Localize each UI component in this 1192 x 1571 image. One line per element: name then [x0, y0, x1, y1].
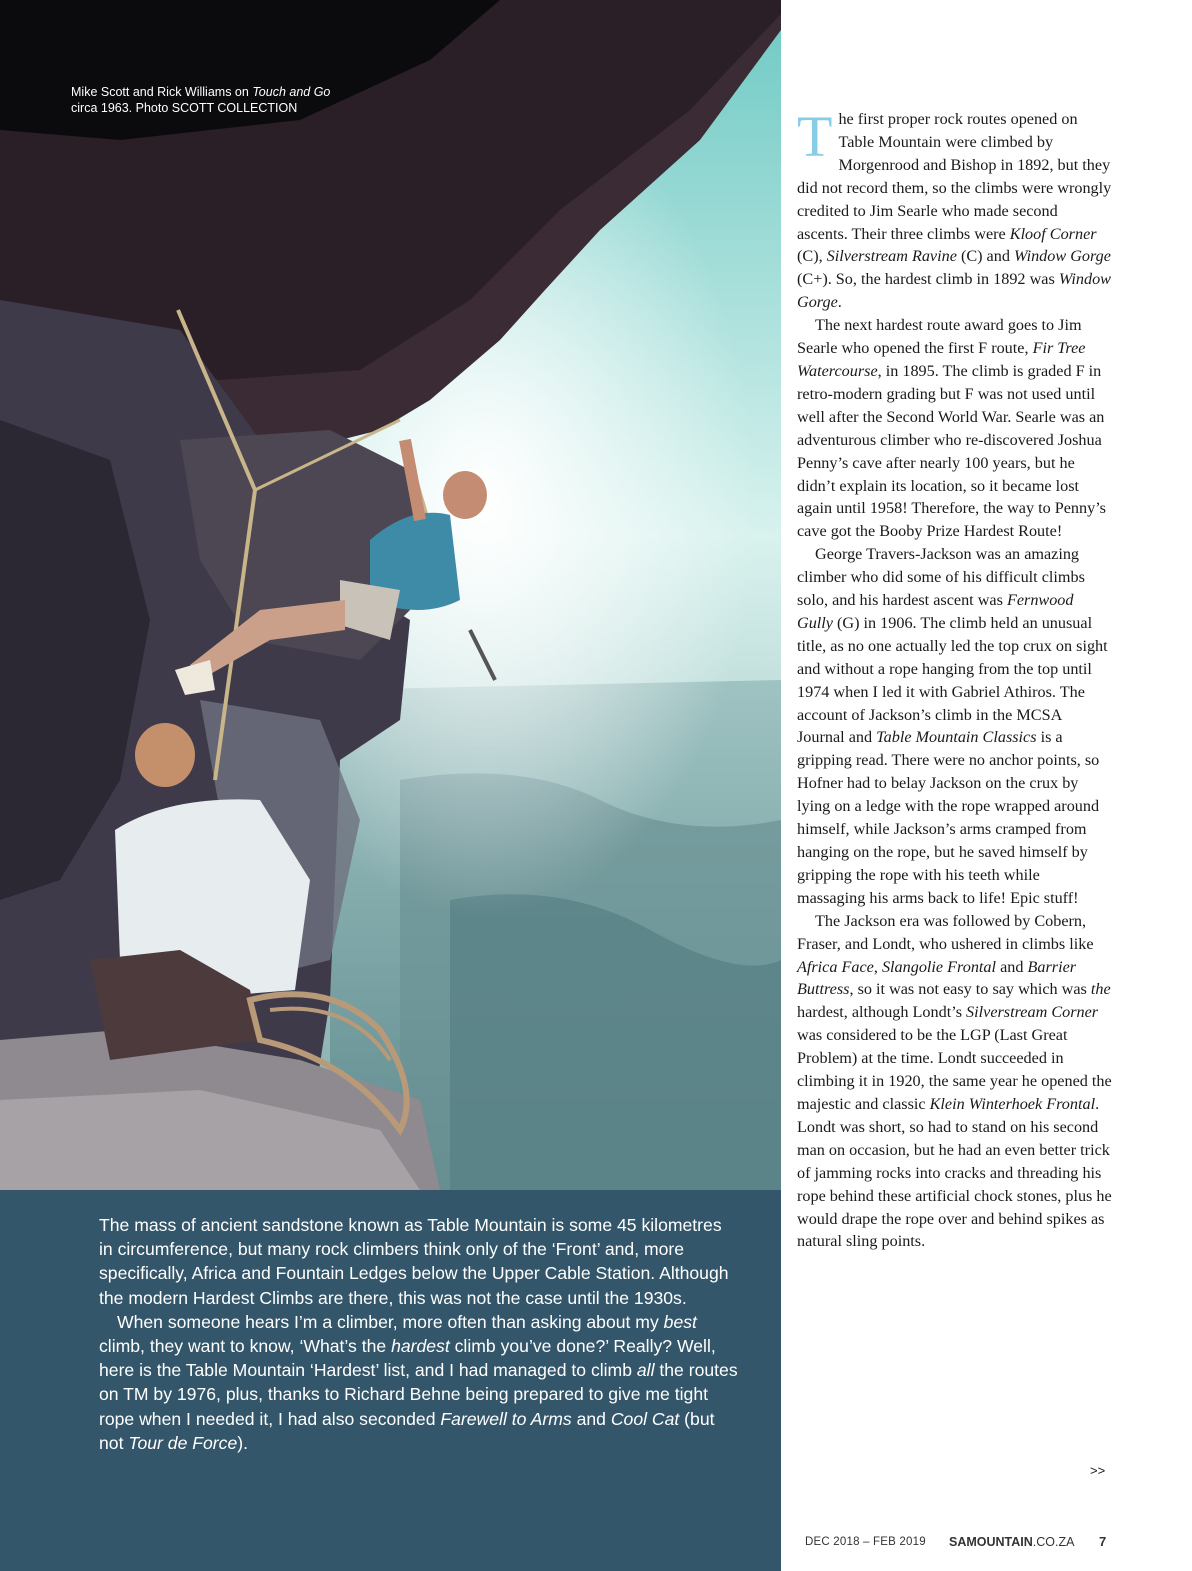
- text-run: and: [996, 957, 1028, 976]
- route-name: Cool Cat: [610, 1408, 680, 1429]
- route-name: Fernwood Gully: [797, 591, 1074, 632]
- text-run: ,: [873, 957, 882, 976]
- intro-paragraph-2: [99, 1310, 739, 1455]
- text-run: The next hardest route award goes to Jim Searle who opened the first F route,: [797, 316, 1082, 358]
- text-run: (G) in 1906. The climb held an unusual title, as no one actually led the top crux on sight and without a rope hanging from the top until 1974 when I led it with Gabriel Athiros. The account of Jackson’s climb in the MCSA Journal and: [797, 613, 1108, 747]
- text-run: ).: [237, 1432, 248, 1453]
- route-name: Farewell to Arms: [440, 1408, 572, 1429]
- page-number: 7: [1099, 1534, 1107, 1549]
- intro-panel: [0, 1190, 781, 1571]
- website: [949, 1535, 1074, 1549]
- text-run: was considered to be the LGP (Last Great Problem) at the time. Londt succeeded in climbing it in 1920, the same year he opened the majestic and classic: [797, 1026, 1112, 1113]
- route-name: Barrier Buttress: [797, 957, 1077, 999]
- text-run: climb, they want to know, ‘What’s the: [99, 1336, 392, 1357]
- website-name: SAMOUNTAIN: [949, 1535, 1033, 1549]
- text-run: the routes on TM by 1976, plus, thanks to Richard Behne being prepared to give me tight rope when I needed it, I had also seconded: [99, 1360, 738, 1429]
- issue-date: DEC 2018 – FEB 2019: [805, 1536, 926, 1548]
- intro-text: [99, 1213, 739, 1455]
- emphasis: the: [1090, 980, 1111, 999]
- emphasis: best: [663, 1311, 697, 1332]
- text-run: (C+). So, the hardest climb in 1892 was: [797, 270, 1059, 289]
- route-name: Tour de Force: [128, 1432, 238, 1453]
- article-paragraph-1: [797, 104, 1112, 314]
- text-run: . Londt was short, so had to stand on his second man on occasion, but he had an even better trick of jamming rocks into cracks and threading his rope behind these artificial chock stones, plus he would drape the rope over and behind spikes as natural sling points.: [797, 1094, 1112, 1251]
- text-run: is a gripping read. There were no anchor points, so Hofner had to belay Jackson on the crux by lying on a ledge with the rope wrapped around himself, while Jackson’s arms cramped from hanging on the rope, but he saved himself by gripping the rope with his teeth while massaging his arms back to life! Epic stuff!: [797, 728, 1100, 907]
- route-name: Kloof Corner: [1009, 224, 1097, 243]
- route-name: Silverstream Ravine: [826, 247, 957, 266]
- page-footer: [805, 1534, 1110, 1554]
- route-name: Window Gorge: [797, 270, 1111, 312]
- caption-text: Mike Scott and Rick Williams on: [71, 85, 253, 99]
- route-name: Fir Tree Watercourse: [797, 339, 1086, 380]
- emphasis: all: [636, 1360, 655, 1381]
- article-paragraph-2: [797, 314, 1112, 543]
- text-run: hardest, although Londt’s: [797, 1003, 967, 1022]
- article-paragraph-3: [797, 543, 1112, 910]
- text-run: climb you’ve done?’ Really? Well, here is the Table Mountain ‘Hardest’ list, and I had managed to climb: [99, 1336, 716, 1381]
- website-domain: .CO.ZA: [1032, 1535, 1075, 1549]
- text-run: (but not: [99, 1408, 715, 1453]
- route-name: Window Gorge: [1013, 247, 1111, 266]
- article-column: [797, 104, 1112, 1253]
- caption-route-name: Touch and Go: [252, 85, 331, 99]
- text-run: and: [571, 1408, 611, 1429]
- drop-cap: T: [797, 104, 833, 169]
- text-run: , so it was not easy to say which was: [849, 980, 1091, 999]
- route-name: Slangolie Frontal: [881, 957, 997, 976]
- emphasis: hardest: [391, 1336, 450, 1357]
- climbing-photo: [0, 0, 781, 1190]
- continue-arrow: >>: [1090, 1463, 1106, 1478]
- article-paragraph-4: [797, 910, 1112, 1254]
- photo-caption: [71, 84, 371, 116]
- text-run: (C) and: [956, 247, 1014, 266]
- text-run: (C),: [797, 247, 827, 266]
- caption-credit: circa 1963. Photo SCOTT COLLECTION: [71, 101, 298, 115]
- text-run: .: [837, 293, 842, 312]
- text-run: , in 1895. The climb is graded F in retro-modern grading but F was not used until well after the Second World War. Searle was an adventurous climber who re-discovered Joshua Penny’s cave after nearly 100 years, but he didn’t explain its location, so it became lost again until 1958! Therefore, the way to Penny’s cave got the Booby Prize Hardest Route!: [797, 361, 1106, 541]
- route-name: Silverstream Corner: [966, 1003, 1099, 1022]
- text-run: George Travers-Jackson was an amazing climber who did some of his difficult climbs solo, and his hardest ascent was: [797, 545, 1085, 610]
- text-run: The Jackson era was followed by Cobern, Fraser, and Londt, who ushered in climbs like: [797, 911, 1094, 953]
- book-title: Table Mountain Classics: [876, 728, 1037, 747]
- route-name: Africa Face: [797, 957, 874, 976]
- intro-paragraph-1: The mass of ancient sandstone known as Table Mountain is some 45 kilometres in circumference, but many rock climbers think only of the ‘Front’ and, more specifically, Africa and Fountain Ledges below the Upper Cable Station. Although the modern Hardest Climbs are there, this was not the case until the 1930s.: [99, 1215, 729, 1308]
- photo-illustration: [0, 0, 781, 1190]
- text-run: When someone hears I’m a climber, more often than asking about my: [117, 1311, 664, 1332]
- text-run: he first proper rock routes opened on Table Mountain were climbed by Morgenrood and Bishop in 1892, but they did not record them, so the climbs were wrongly credited to Jim Searle who made second ascents. Their three climbs were: [797, 110, 1112, 243]
- route-name: Klein Winterhoek Frontal: [929, 1094, 1096, 1113]
